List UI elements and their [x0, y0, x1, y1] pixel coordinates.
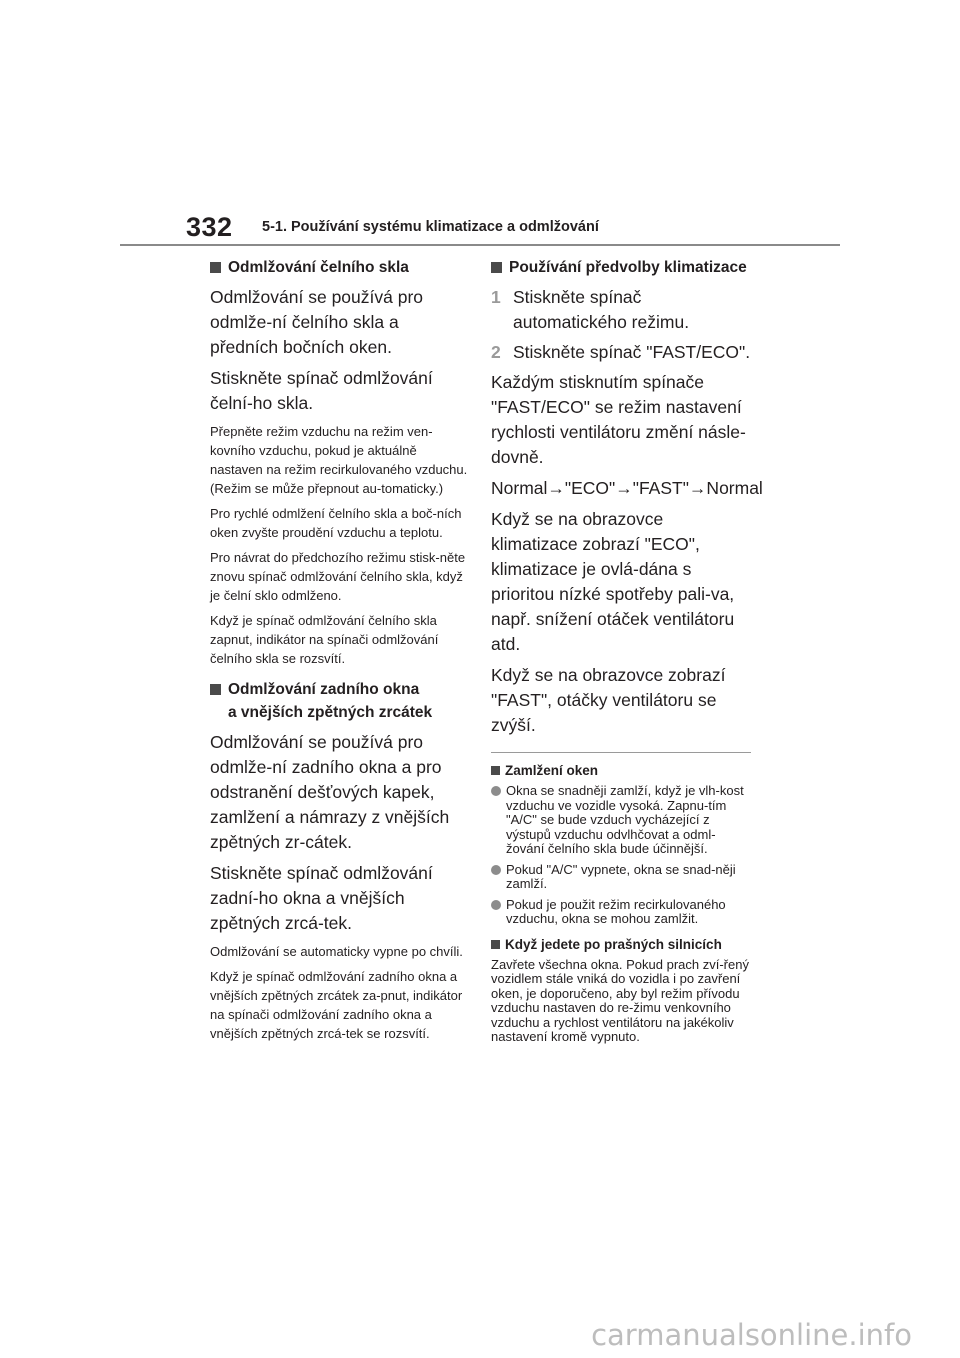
note-paragraph: Zavřete všechna okna. Pokud prach zví-řený vozidlem stále vniká do vozidla i po zavření oken, je doporučeno, aby byl režim přívodu vzduchu nastaven do re-žimu venkovního vzduchu a rychlost ventilátoru na jakékoliv nastavení kromě vypnuto.: [491, 956, 749, 1044]
step-number: 2: [491, 342, 501, 362]
circle-bullet-icon: [491, 865, 501, 875]
heading-preset: Používání předvolby klimatizace: [491, 256, 751, 279]
step-number: 1: [491, 287, 501, 307]
step-1: 1 Stiskněte spínač automatického režimu.: [491, 287, 690, 332]
bullet-item: Pokud "A/C" vypnete, okna se snad-něji zamlží.: [491, 863, 751, 892]
square-bullet-icon: [491, 262, 502, 273]
note-heading-fogging: Zamlžení oken: [491, 761, 751, 780]
step-2: 2 Stiskněte spínač "FAST/ECO".: [491, 340, 751, 365]
circle-bullet-icon: [491, 900, 501, 910]
square-bullet-icon: [210, 684, 221, 695]
paragraph: Odmlžování se používá pro odmlže-ní čelního skla a předních bočních oken.: [210, 287, 424, 357]
paragraph: Stiskněte spínač odmlžování zadní-ho okna a vnějších zpětných zrcá-tek.: [210, 863, 433, 933]
paragraph: Když se na obrazovce zobrazí "FAST", otáčky ventilátoru se zvýší.: [491, 665, 726, 735]
square-bullet-icon: [491, 940, 500, 949]
bullet-item: Pokud je použit režim recirkulovaného vzduchu, okna se mohou zamlžit.: [491, 898, 751, 927]
heading-rear-window-defog: Odmlžování zadního okna a vnějších zpětných zrcátek: [210, 678, 468, 724]
heading-windshield-defog: Odmlžování čelního skla: [210, 256, 468, 279]
note-heading-dusty-roads: Když jedete po prašných silnicích: [491, 935, 751, 954]
header-rule: [120, 244, 840, 246]
note-paragraph: Když je spínač odmlžování čelního skla zapnut, indikátor na spínači odmlžování čelního skla se rozsvítí.: [210, 613, 439, 666]
paragraph: Odmlžování se používá pro odmlže-ní zadního okna a pro odstranění dešťových kapek, zamlžení a námrazy z vnějších zpětných zr-cátek.: [210, 732, 450, 852]
right-column: [491, 256, 763, 1049]
page-number: 332: [186, 212, 233, 242]
section-title: 5-1. Používání systému klimatizace a odmlžování: [262, 219, 599, 235]
paragraph: Stiskněte spínač odmlžování čelní-ho skla.: [210, 368, 433, 413]
watermark: carmanualsonline.info: [591, 1318, 912, 1352]
paragraph: Každým stisknutím spínače "FAST/ECO" se režim nastavení rychlosti ventilátoru změní násle-dovně.: [491, 372, 746, 467]
circle-bullet-icon: [491, 786, 501, 796]
bullet-item: Okna se snadněji zamlží, když je vlh-kost vzduchu ve vozidle vysoká. Zapnu-tím "A/C" se bude vzduch vycházející z výstupů vzduchu odvlhčovat a odml-žování čelního skla bude účinnější.: [491, 784, 751, 857]
left-column: [210, 256, 468, 1049]
note-paragraph: Když je spínač odmlžování zadního okna a vnějších zpětných zrcátek za-pnut, indikátor na spínači odmlžování zadního okna a vnějších zpětných zrcá-tek se rozsvítí.: [210, 969, 463, 1041]
notes-divider: [491, 752, 751, 753]
square-bullet-icon: [210, 262, 221, 273]
paragraph: Když se na obrazovce klimatizace zobrazí "ECO", klimatizace je ovlá-dána s prioritou nízké spotřeby pali-va, např. snížení otáček ventilátoru atd.: [491, 509, 735, 654]
note-paragraph: Odmlžování se automaticky vypne po chvíli.: [210, 944, 463, 959]
note-paragraph: Pro rychlé odmlžení čelního skla a boč-ních oken zvyšte proudění vzduchu a teplotu.: [210, 506, 462, 540]
mode-sequence: Normal→"ECO"→"FAST"→Normal: [491, 478, 763, 498]
page-header: [0, 0, 960, 250]
note-paragraph: Pro návrat do předchozího režimu stisk-něte znovu spínač odmlžování čelního skla, když je čelní sklo odmlženo.: [210, 550, 466, 603]
square-bullet-icon: [491, 766, 500, 775]
note-paragraph: Přepněte režim vzduchu na režim ven-kovního vzduchu, pokud je aktuálně nastaven na režim recirkulovaného vzduchu. (Režim se může přepnout au-tomaticky.): [210, 424, 468, 496]
